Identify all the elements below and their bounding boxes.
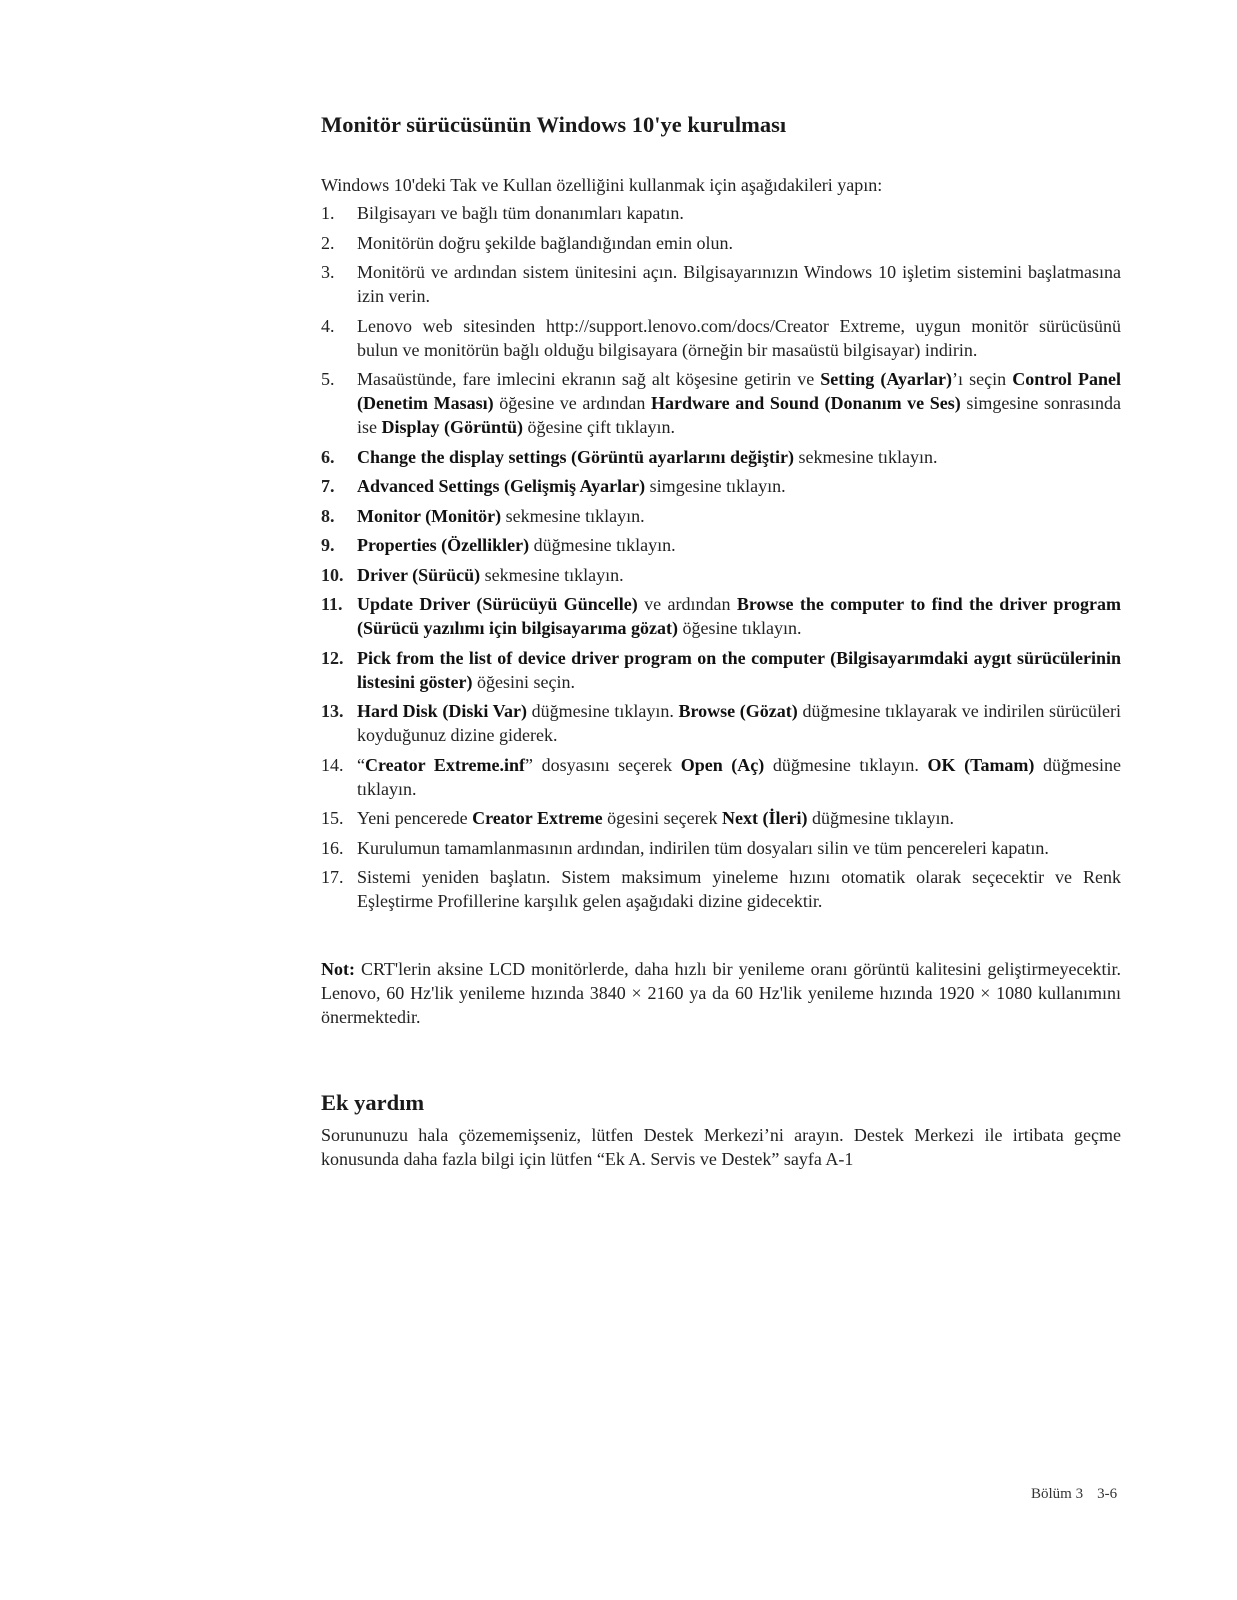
install-steps-list [321,201,1121,919]
step-number: 4. [321,315,335,336]
step-text: sekmesine tıklayın. [794,446,938,467]
step-item [321,533,1121,557]
step-item [321,646,1121,694]
step-emphasis: Display (Görüntü) [381,417,524,437]
step-item [321,474,1121,498]
step-emphasis: Hardware and Sound (Donanım ve Ses) [651,393,961,413]
step-number: 2. [321,232,335,253]
step-item [321,367,1121,439]
step-item [321,753,1121,801]
step-emphasis: Next (İleri) [722,808,808,828]
step-text: Masaüstünde, fare imlecini ekranın sağ alt köşesine getirin ve [357,369,821,389]
step-text: sekmesine tıklayın. [480,564,624,585]
step-text: düğmesine tıklayın. [527,701,679,721]
step-number: 9. [321,535,335,555]
step-number: 10. [321,564,344,585]
step-number: 16. [321,837,344,858]
step-emphasis: Change the display settings (Görüntü ayarlarını değiştir) [357,446,795,467]
step-text: öğesine ve ardından [493,393,651,413]
step-item [321,836,1121,860]
step-text: Sistemi yeniden başlatın. Sistem maksimum yineleme hızını otomatik olarak seçecektir ve Renk Eşleştirme Profillerine karşılık gelen aşağıdaki dizine gidecektir. [357,867,1121,911]
step-item [321,231,1121,255]
step-emphasis: OK (Tamam) [927,754,1035,775]
intro-paragraph: Windows 10'deki Tak ve Kullan özelliğini kullanmak için aşağıdakileri yapın: [321,175,883,195]
step-number: 6. [321,446,335,467]
step-item [321,504,1121,528]
step-text: simgesine sonrasında ise [357,393,1122,437]
step-text: düğmesine tıklayarak ve indirilen sürücüleri koyduğunuz dizine giderek. [357,701,1121,745]
footer-chapter: Bölüm 3 [1031,1486,1084,1502]
step-emphasis: Browse (Gözat) [678,701,798,721]
step-emphasis: Setting (Ayarlar) [820,369,953,389]
step-text: sekmesine tıklayın. [501,505,645,526]
step-text: düğmesine tıklayın. [529,535,676,555]
step-emphasis: Pick from the list of device driver program on the computer (Bilgisayarımdaki aygıt sürücülerinin listesini göster) [357,647,1121,692]
note-paragraph [321,957,1121,1029]
help-paragraph: Sorununuzu hala çözememişseniz, lütfen Destek Merkezi’ni arayın. Destek Merkezi ile irtibata geçme konusunda daha fazla bilgi için lütfen “Ek A. Servis ve Destek” sayfa A-1 [321,1125,1121,1169]
step-text: öğesine çift tıklayın. [523,417,675,437]
footer-page-number: 3-6 [1097,1486,1118,1502]
step-text: Yeni pencerede [357,808,473,828]
section-heading-driver-install: Monitör sürücüsünün Windows 10'ye kurulması [321,112,787,137]
note-text: CRT'lerin aksine LCD monitörlerde, daha hızlı bir yenileme oranı görüntü kalitesini geliştirmeyecektir. Lenovo, 60 Hz'lik yenileme hızında 3840 × 2160 ya da 60 Hz'lik yenileme hızında 1920 × 1080 kullanımını önermektedir. [321,959,1121,1027]
step-item [321,201,1121,225]
step-item [321,563,1121,587]
step-emphasis: Hard Disk (Diski Var) [357,701,528,721]
step-emphasis: Control Panel (Denetim Masası) [357,369,1121,413]
step-item [321,445,1121,469]
step-item [321,592,1121,640]
step-text: ” dosyasını seçerek [525,754,681,775]
step-emphasis: Creator Extreme [472,808,603,828]
step-text: düğmesine tıklayın. [807,808,954,828]
step-number: 15. [321,808,344,828]
step-text: ögesini seçerek [602,808,723,828]
step-emphasis: Open (Aç) [680,754,765,775]
step-text: ’ı seçin [952,369,1013,389]
step-emphasis: Advanced Settings (Gelişmiş Ayarlar) [357,476,646,496]
step-text: “ [357,754,365,775]
step-text: Kurulumun tamamlanmasının ardından, indirilen tüm dosyaları silin ve tüm pencereleri kapatın. [357,837,1049,858]
step-number: 1. [321,203,335,223]
step-text: öğesini seçin. [472,671,575,692]
step-number: 13. [321,701,344,721]
step-emphasis: Driver (Sürücü) [357,564,481,585]
step-number: 5. [321,369,335,389]
step-emphasis: Monitor (Monitör) [357,505,502,526]
step-item [321,806,1121,830]
step-number: 8. [321,505,335,526]
step-text: Monitörü ve ardından sistem ünitesini açın. Bilgisayarınızın Windows 10 işletim sistemini başlatmasına izin verin. [357,262,1121,306]
step-number: 12. [321,647,344,668]
step-number: 3. [321,262,335,282]
step-item [321,314,1121,362]
note-label: Not: [321,959,355,979]
step-text: düğmesine tıklayın. [357,754,1121,799]
step-text: Lenovo web sitesinden http://support.lenovo.com/docs/Creator Extreme, uygun monitör sürücüsünü bulun ve monitörün bağlı olduğu bilgisayara (örneğin bir masaüstü bilgisayar) indirin. [357,315,1121,360]
step-text: simgesine tıklayın. [645,476,786,496]
step-emphasis: Browse the computer to find the driver program (Sürücü yazılımı için bilgisayarıma gözat) [357,594,1121,638]
step-number: 14. [321,754,344,775]
step-emphasis: Properties (Özellikler) [357,535,530,555]
step-emphasis: Creator Extreme.inf [365,754,526,775]
step-text: ve ardından [637,594,737,614]
step-text: Monitörün doğru şekilde bağlandığından emin olun. [357,232,733,253]
step-number: 11. [321,594,343,614]
step-text: Bilgisayarı ve bağlı tüm donanımları kapatın. [357,203,684,223]
step-number: 7. [321,476,335,496]
page-footer [1031,1486,1131,1503]
section-heading-additional-help: Ek yardım [321,1090,425,1115]
step-number: 17. [321,867,344,887]
step-text: düğmesine tıklayın. [764,754,928,775]
step-text: öğesine tıklayın. [678,618,802,638]
step-item [321,699,1121,747]
step-emphasis: Update Driver (Sürücüyü Güncelle) [357,594,638,614]
step-item [321,260,1121,308]
step-item [321,865,1121,913]
